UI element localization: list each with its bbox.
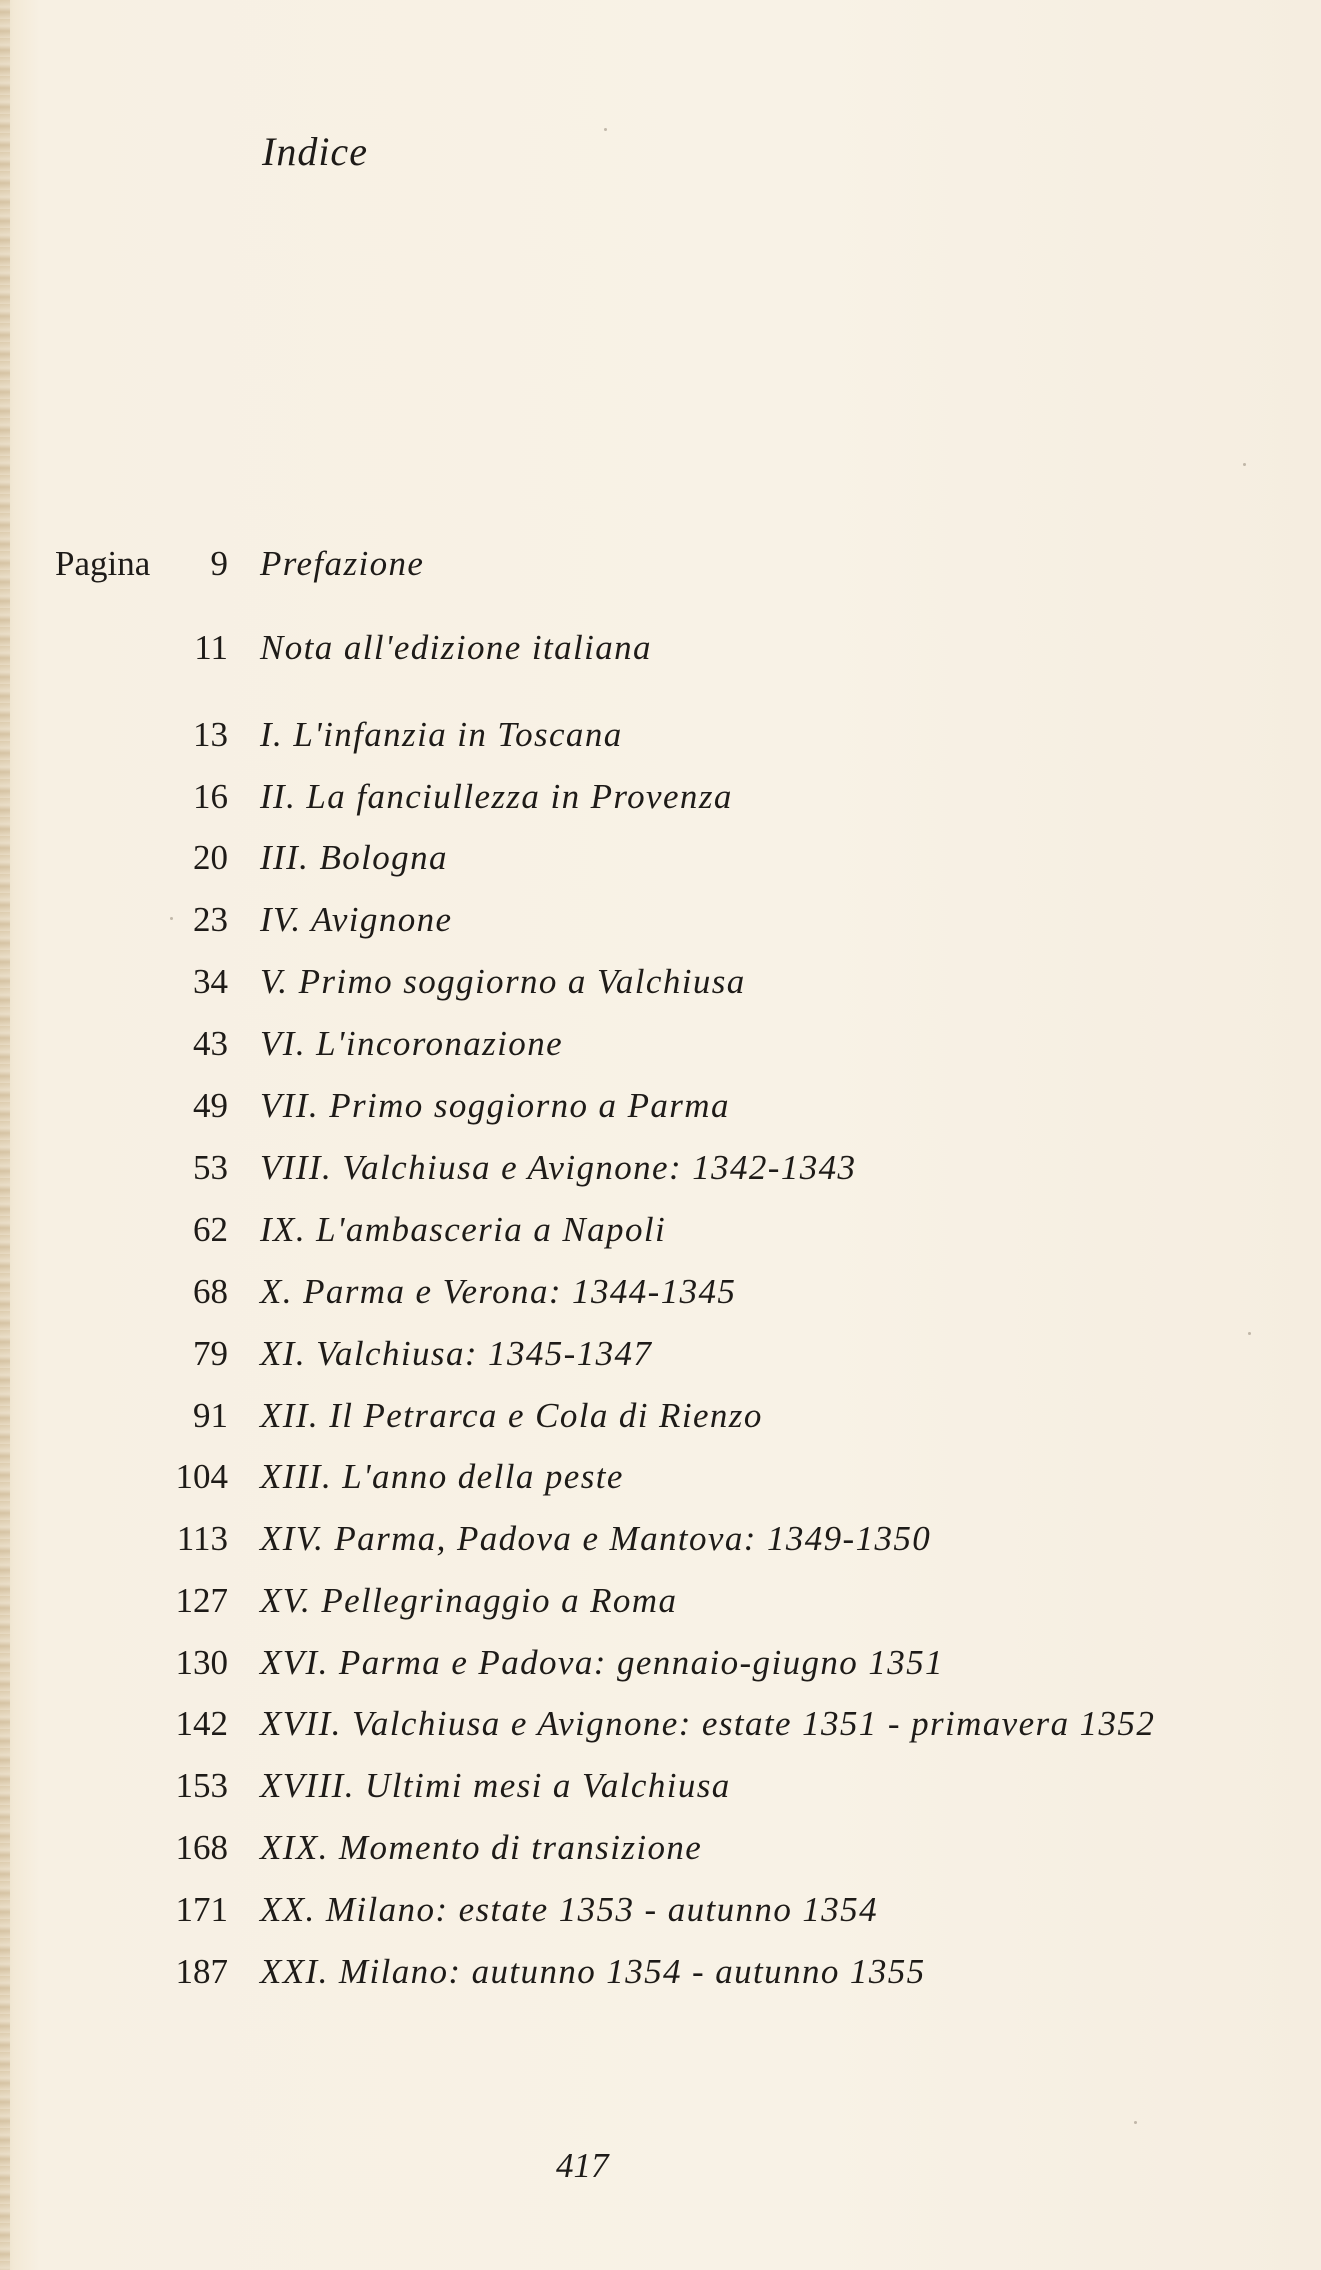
toc-title: XVII. Valchiusa e Avignone: estate 1351 - primavera 1352: [260, 1704, 1156, 1743]
toc-page-number: 23: [193, 900, 228, 939]
toc-entry: [0, 1890, 1321, 1940]
toc-entry: [0, 1272, 1321, 1322]
toc-title: IV. Avignone: [260, 900, 453, 939]
toc-title: XIII. L'anno della peste: [260, 1457, 624, 1496]
toc-entry: [0, 1210, 1321, 1260]
toc-page-number: 79: [193, 1334, 228, 1373]
paper-speck: [170, 917, 173, 920]
toc-entry: [0, 1519, 1321, 1569]
toc-entry: [0, 962, 1321, 1012]
page-number: 417: [556, 2146, 609, 2185]
toc-page-number: 171: [175, 1890, 228, 1929]
toc-page-number: 153: [175, 1766, 228, 1805]
toc-entry: [0, 1148, 1321, 1198]
toc-entry: [0, 1024, 1321, 1074]
toc-page-number: 9: [210, 544, 228, 583]
toc-title: XXI. Milano: autunno 1354 - autunno 1355: [260, 1952, 926, 1991]
toc-entry: [0, 1457, 1321, 1507]
paper-speck: [1134, 2121, 1137, 2124]
toc-entry: [0, 1581, 1321, 1631]
toc-entry: [0, 715, 1321, 765]
toc-title: III. Bologna: [260, 838, 448, 877]
toc-title: XII. Il Petrarca e Cola di Rienzo: [260, 1396, 763, 1435]
toc-title: XIV. Parma, Padova e Mantova: 1349-1350: [260, 1519, 932, 1558]
toc-entry: [0, 1086, 1321, 1136]
toc-entry: [0, 1334, 1321, 1384]
toc-title: VII. Primo soggiorno a Parma: [260, 1086, 730, 1125]
toc-entry: [0, 1766, 1321, 1816]
toc-entry: [0, 777, 1321, 827]
toc-page-number: 11: [194, 628, 228, 667]
paper-speck: [604, 128, 607, 131]
toc-title: VI. L'incoronazione: [260, 1024, 564, 1063]
toc-title: VIII. Valchiusa e Avignone: 1342-1343: [260, 1148, 857, 1187]
toc-page-number: 34: [193, 962, 228, 1001]
toc-entry: [0, 628, 1321, 678]
toc-title: XVI. Parma e Padova: gennaio-giugno 1351: [260, 1643, 944, 1682]
toc-page-number: 16: [193, 777, 228, 816]
toc-page-number: 20: [193, 838, 228, 877]
toc-entry: [0, 1643, 1321, 1693]
paper-speck: [1248, 1332, 1251, 1335]
toc-entry: [0, 1828, 1321, 1878]
toc-title: II. La fanciullezza in Provenza: [260, 777, 733, 816]
toc-entry: [0, 1952, 1321, 2002]
toc-title: XX. Milano: estate 1353 - autunno 1354: [260, 1890, 878, 1929]
toc-entry: [0, 900, 1321, 950]
toc-page-number: 168: [175, 1828, 228, 1867]
toc-page-number: 43: [193, 1024, 228, 1063]
toc-title: I. L'infanzia in Toscana: [260, 715, 623, 754]
toc-page-number: 113: [176, 1519, 228, 1558]
toc-page-number: 142: [175, 1704, 228, 1743]
toc-page-number: 68: [193, 1272, 228, 1311]
toc-page-number: 104: [175, 1457, 228, 1496]
toc-title: Prefazione: [260, 544, 425, 583]
toc-title: Nota all'edizione italiana: [260, 628, 652, 667]
toc-title: XIX. Momento di transizione: [260, 1828, 703, 1867]
index-heading: Indice: [262, 129, 368, 174]
toc-entry: [0, 1704, 1321, 1754]
toc-title: X. Parma e Verona: 1344-1345: [260, 1272, 737, 1311]
toc-title: XI. Valchiusa: 1345-1347: [260, 1334, 653, 1373]
toc-page-number: 53: [193, 1148, 228, 1187]
toc-page-number: 127: [175, 1581, 228, 1620]
toc-title: XV. Pellegrinaggio a Roma: [260, 1581, 678, 1620]
toc-page-number: 62: [193, 1210, 228, 1249]
toc-title: V. Primo soggiorno a Valchiusa: [260, 962, 746, 1001]
page-label: Pagina: [55, 544, 151, 583]
toc-entry: [0, 1396, 1321, 1446]
toc-title: XVIII. Ultimi mesi a Valchiusa: [260, 1766, 731, 1805]
toc-page-number: 187: [175, 1952, 228, 1991]
toc-page-number: 49: [193, 1086, 228, 1125]
paper-speck: [1243, 463, 1246, 466]
toc-title: IX. L'ambasceria a Napoli: [260, 1210, 667, 1249]
toc-page-number: 130: [175, 1643, 228, 1682]
toc-entry: [0, 544, 1321, 594]
toc-page-number: 91: [193, 1396, 228, 1435]
toc-entry: [0, 838, 1321, 888]
toc-page-number: 13: [193, 715, 228, 754]
